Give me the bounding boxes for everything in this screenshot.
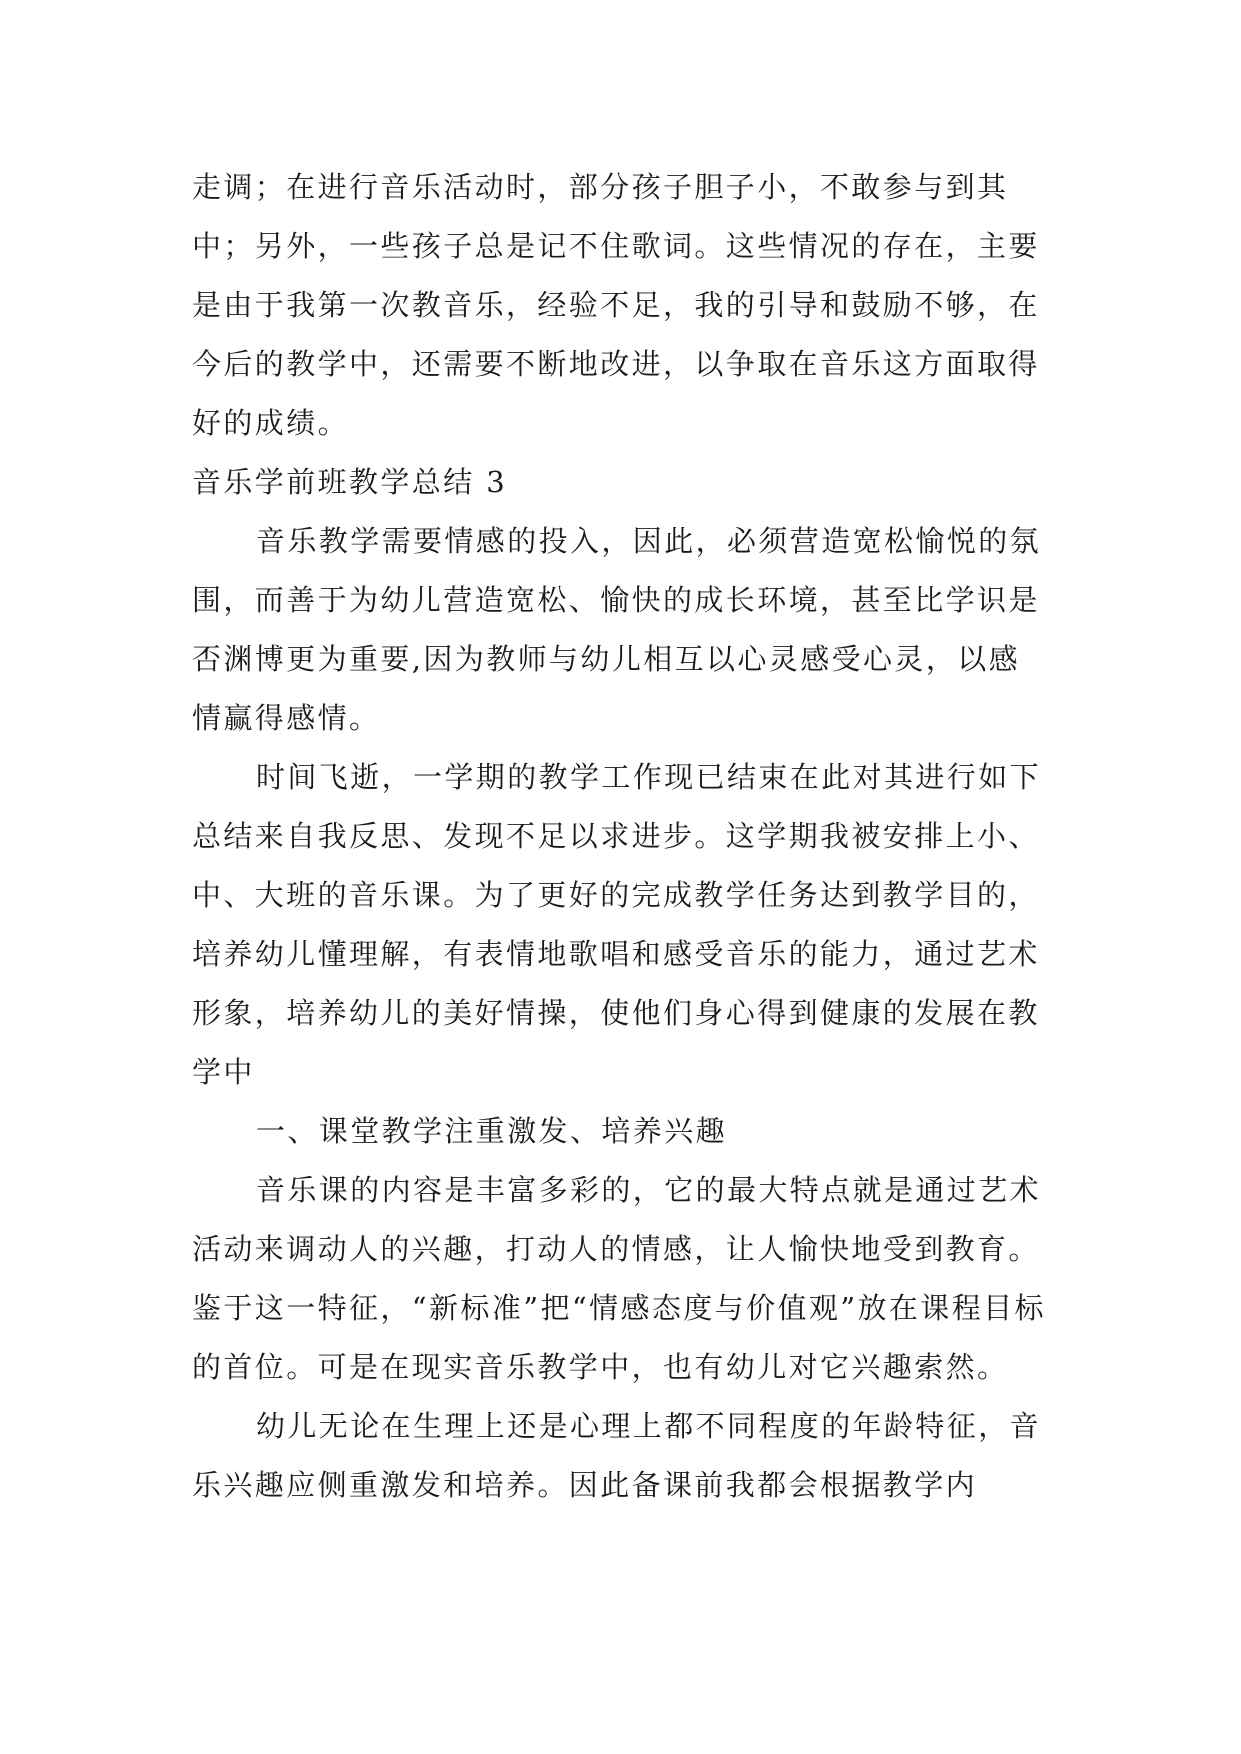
paragraph-semester-summary: 时间飞逝，一学期的教学工作现已结束在此对其进行如下总结来自我反思、发现不足以求进步。这学期我被安排上小、中、大班的音乐课。为了更好的完成教学任务达到教学目的，培养幼儿懂理解，有表情地歌唱和感受音乐的能力，通过艺术形象，培养幼儿的美好情操，使他们身心得到健康的发展在教学中 — [192, 760, 1042, 1089]
paragraph-continued: 走调；在进行音乐活动时，部分孩子胆子小，不敢参与到其中；另外，一些孩子总是记不住歌词。这些情况的存在，主要是由于我第一次教音乐，经验不足，我的引导和鼓励不够，在今后的教学中，还需要不断地改进，以争取在音乐这方面取得好的成绩。 — [192, 170, 1040, 440]
paragraph-music-course-content: 音乐课的内容是丰富多彩的，它的最大特点就是通过艺术活动来调动人的兴趣，打动人的情感，让人愉快地受到教育。鉴于这一特征，“新标准”把“情感态度与价值观”放在课程目标的首位。可是在现实音乐教学中，也有幼儿对它兴趣索然。 — [192, 1173, 1046, 1384]
section-title: 音乐学前班教学总结 3 — [192, 465, 508, 499]
paragraph-age-characteristics: 幼儿无论在生理上还是心理上都不同程度的年龄特征，音乐兴趣应侧重激发和培养。因此备课前我都会根据教学内 — [192, 1409, 1042, 1502]
paragraph-emotional-investment: 音乐教学需要情感的投入，因此，必须营造宽松愉悦的氛围，而善于为幼儿营造宽松、愉快的成长环境，甚至比学识是否渊博更为重要,因为教师与幼儿相互以心灵感受心灵，以感情赢得感情。 — [192, 524, 1042, 735]
document-body — [192, 158, 1050, 1515]
subheading-classroom-interest: 一、课堂教学注重激发、培养兴趣 — [256, 1114, 728, 1148]
